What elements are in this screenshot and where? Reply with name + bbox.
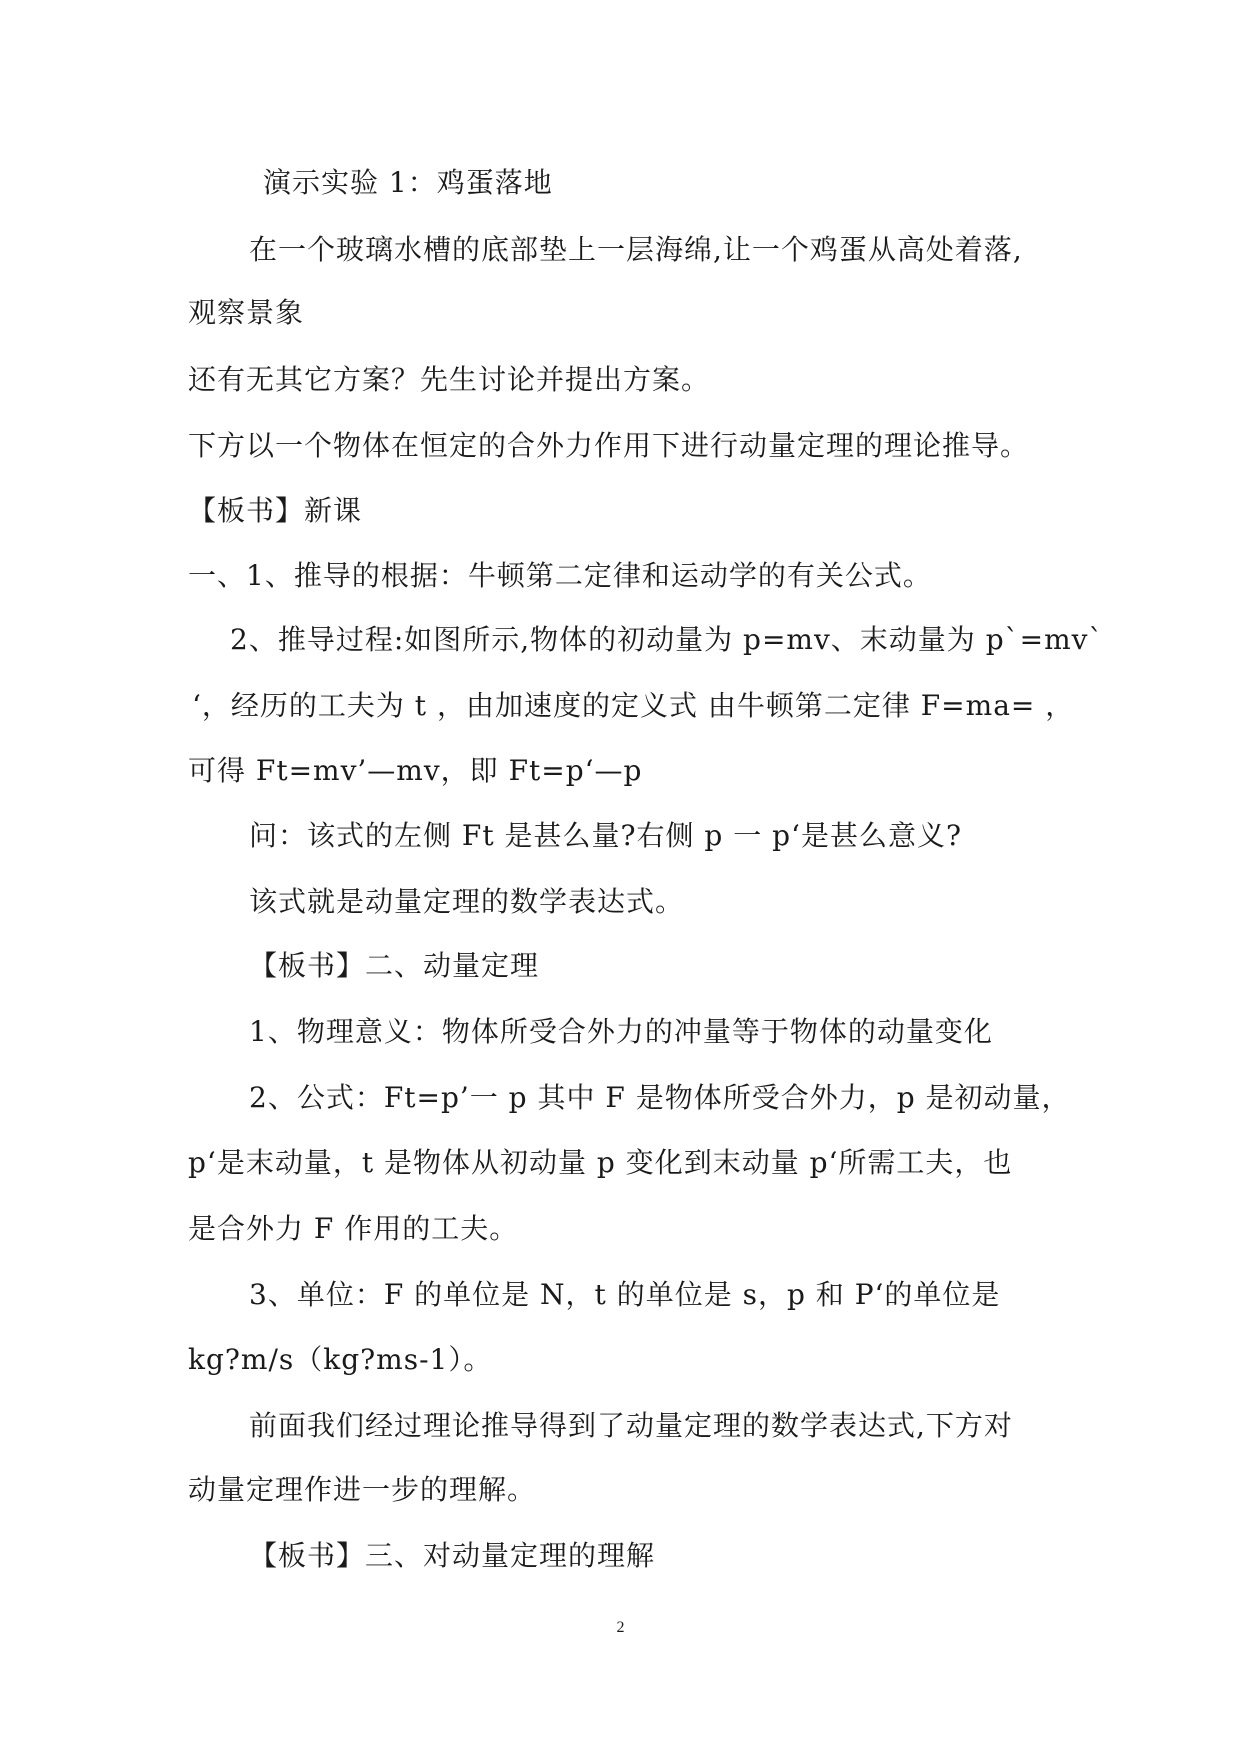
- paragraph-line: 下方以一个物体在恒定的合外力作用下进行动量定理的理论推导。: [188, 429, 1030, 462]
- paragraph-line: 前面我们经过理论推导得到了动量定理的数学表达式,下方对: [249, 1409, 1013, 1442]
- paragraph-line: 观察景象: [188, 296, 305, 329]
- experiment-heading: 演示实验 1：鸡蛋落地: [263, 166, 553, 199]
- board-heading-new-lesson: 【板书】新课: [188, 494, 363, 527]
- paragraph-line: 一、1、推导的根据：牛顿第二定律和运动学的有关公式。: [188, 559, 932, 592]
- paragraph-line: 问：该式的左侧 Ft 是甚么量?右侧 p 一 p‘是甚么意义?: [249, 819, 962, 852]
- paragraph-line: 2、公式：Ft=p’一 p 其中 F 是物体所受合外力，p 是初动量，: [249, 1081, 1071, 1114]
- paragraph-line: 2、推导过程:如图所示,物体的初动量为 p=mv、末动量为 p`=mv`: [230, 623, 1104, 656]
- paragraph-line: kg?m/s（kg?ms-1）。: [188, 1343, 493, 1376]
- board-heading-understanding: 【板书】三、对动量定理的理解: [249, 1539, 656, 1572]
- board-heading-theorem: 【板书】二、动量定理: [249, 949, 540, 982]
- paragraph-line: 可得 Ft=mv’—mv，即 Ft=p‘—p: [188, 754, 643, 787]
- paragraph-line: p‘是末动量，t 是物体从初动量 p 变化到末动量 p‘所需工夫，也: [188, 1146, 1013, 1179]
- paragraph-line: 还有无其它方案？先生讨论并提出方案。: [188, 363, 711, 396]
- paragraph-line: 动量定理作进一步的理解。: [188, 1473, 537, 1506]
- page-number: 2: [616, 1619, 625, 1636]
- paragraph-line: 3、单位：F 的单位是 N，t 的单位是 s，p 和 P‘的单位是: [249, 1278, 1001, 1311]
- paragraph-line: 该式就是动量定理的数学表达式。: [249, 885, 685, 918]
- paragraph-line: 是合外力 F 作用的工夫。: [188, 1212, 519, 1245]
- paragraph-line: 在一个玻璃水槽的底部垫上一层海绵,让一个鸡蛋从高处着落,: [249, 233, 1023, 266]
- paragraph-line: ‘，经历的工夫为 t ，由加速度的定义式 由牛顿第二定律 F=ma= ，: [192, 689, 1075, 722]
- paragraph-line: 1、物理意义：物体所受合外力的冲量等于物体的动量变化: [249, 1015, 993, 1048]
